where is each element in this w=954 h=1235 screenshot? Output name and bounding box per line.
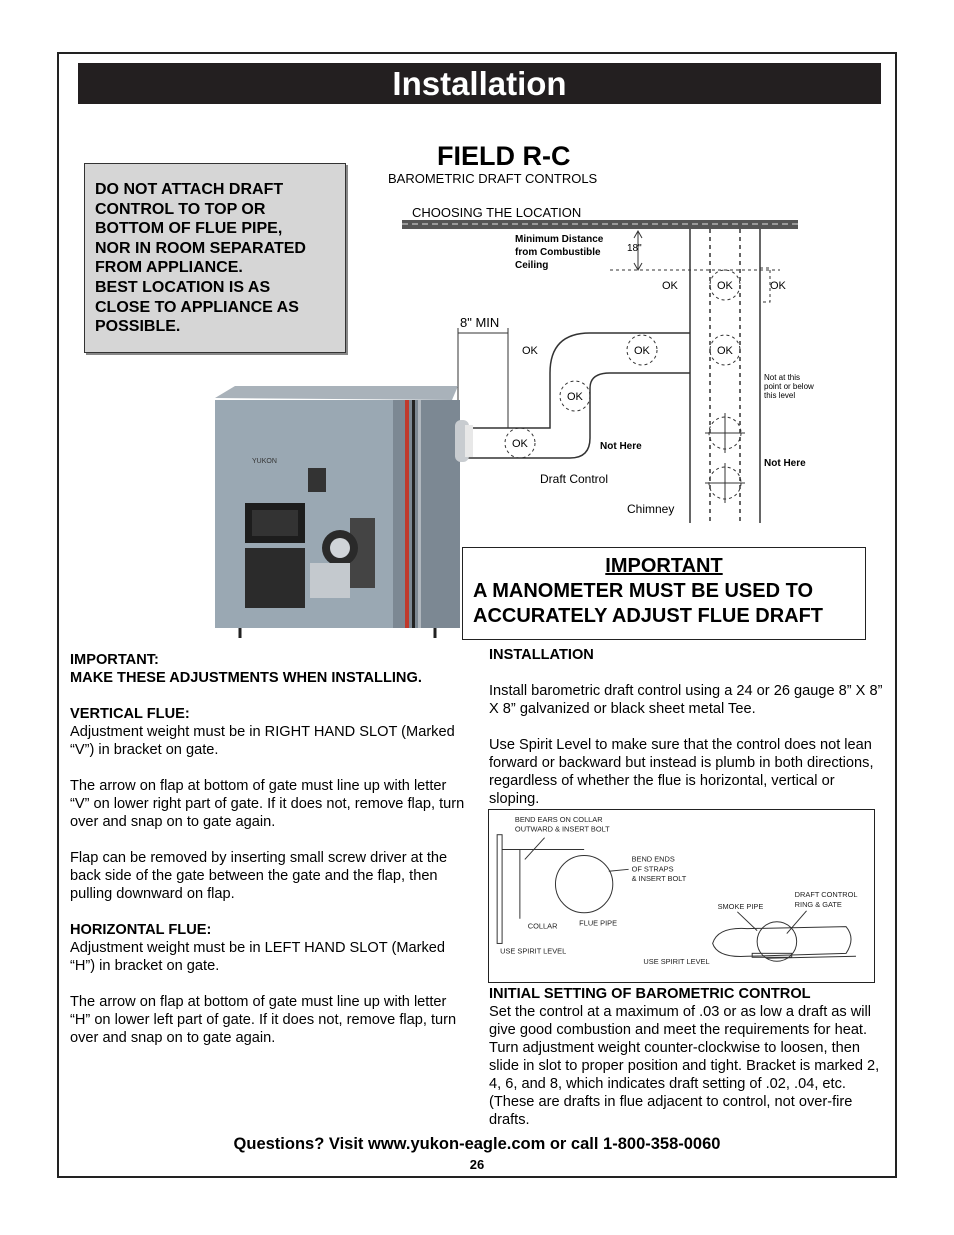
warning-line: BOTTOM OF FLUE PIPE,: [95, 220, 283, 238]
footer-questions: Questions? Visit www.yukon-eagle.com or call 1-800-358-0060: [233, 1135, 721, 1153]
spirit-level-figure: [488, 809, 875, 983]
diagram-section-label: CHOOSING THE LOCATION: [412, 205, 582, 220]
important-line-2: ACCURATELY ADJUST FLUE DRAFT: [473, 605, 824, 627]
initial-setting-text: Set the control at a maximum of .03 or as low a draft as will give good combustion and meet the requirements for heat. Turn adjustment weight counter-clockwise to loosen, then slide in slot to proper position and tight. Bracket is marked 2, 4, 6, and 8, which indicates draft setting of .02, .04, etc. (These are drafts in flue adjacent to control, not over-fire drafts.: [489, 1004, 880, 1128]
warning-line: CONTROL TO TOP OR: [95, 200, 266, 218]
warning-line: POSSIBLE.: [95, 318, 181, 336]
diagram-title: FIELD R-C: [437, 141, 571, 171]
warning-line: CLOSE TO APPLIANCE AS: [95, 298, 299, 316]
horizontal-flue-heading: HORIZONTAL FLUE:: [70, 922, 212, 938]
draft-control-label: Draft Control: [540, 472, 609, 486]
svg-text:Minimum Distance: Minimum Distance: [515, 234, 604, 245]
page-number: 26: [469, 1157, 485, 1172]
smoke-pipe-label: SMOKE PIPE: [717, 901, 764, 911]
important-line-1: A MANOMETER MUST BE USED TO: [473, 580, 814, 602]
horizontal-flue-text-1: Adjustment weight must be in LEFT HAND SLOT (Marked “H”) in bracket on gate.: [70, 940, 445, 974]
not-at-this-point-note: [764, 373, 814, 400]
svg-text:OK: OK: [770, 280, 786, 292]
bend-ends-label-3: & INSERT BOLT: [631, 874, 687, 884]
installation-text-2: Use Spirit Level to make sure that the control does not lean forward or backward but instead is plumb in both directions, regardless of whether the flue is horizontal, vertical or sloping.: [489, 737, 874, 807]
vertical-flue-text-3: Flap can be removed by inserting small screw driver at the back side of the gate between the gate and the flap, then pulling downward on flap.: [70, 850, 448, 902]
adjustments-column: [70, 651, 465, 1065]
adjustments-label: MAKE THESE ADJUSTMENTS WHEN INSTALLING.: [70, 670, 422, 686]
not-here-label-pipe: Not Here: [600, 441, 642, 452]
horizontal-flue-text-2: The arrow on flap at bottom of gate must line up with letter “H” on lower left part of gate. If it does not, remove flap, turn over and snap on to gate again.: [70, 994, 457, 1046]
svg-text:Ceiling: Ceiling: [515, 260, 549, 271]
ok-markers: [505, 268, 787, 458]
bend-ends-label-1: BEND ENDS: [631, 854, 675, 864]
svg-text:OK: OK: [567, 391, 583, 403]
important-heading: IMPORTANT: [605, 555, 723, 577]
svg-text:OK: OK: [512, 438, 528, 450]
initial-setting-heading: INITIAL SETTING OF BAROMETRIC CONTROL: [489, 986, 811, 1002]
vertical-flue-text-2: The arrow on flap at bottom of gate must line up with letter “V” on lower right part of gate. If it does not, remove flap, turn over and snap on to gate again.: [70, 778, 465, 830]
bend-ears-label-1: BEND EARS ON COLLAR: [514, 814, 603, 824]
not-here-markers: [705, 413, 745, 503]
draft-control-ring-label-1: DRAFT CONTROL: [794, 889, 858, 899]
svg-text:OK: OK: [634, 345, 650, 357]
svg-text:this level: this level: [764, 391, 796, 400]
vertical-flue-heading: VERTICAL FLUE:: [70, 706, 190, 722]
page-title: Installation: [78, 63, 881, 104]
important-label: IMPORTANT:: [70, 652, 159, 668]
installation-text-1: Install barometric draft control using a 24 or 26 gauge 8” X 8” X 8” galvanized or black sheet metal Tee.: [489, 683, 883, 717]
eight-inch-min-dimension: [458, 315, 508, 428]
ceiling: [402, 220, 798, 229]
svg-text:from Combustible: from Combustible: [515, 247, 601, 258]
svg-text:point or below: point or below: [764, 382, 814, 391]
svg-text:Not at this: Not at this: [764, 373, 801, 382]
initial-setting-section: [489, 985, 884, 1129]
svg-text:8" MIN: 8" MIN: [460, 315, 500, 330]
spirit-level-label-bottom: USE SPIRIT LEVEL: [643, 957, 710, 967]
installation-heading: INSTALLATION: [489, 647, 594, 663]
warning-line: FROM APPLIANCE.: [95, 259, 243, 277]
draft-control-ring-label-2: RING & GATE: [794, 899, 842, 909]
collar-label: COLLAR: [527, 921, 558, 931]
warning-line: NOR IN ROOM SEPARATED: [95, 239, 306, 257]
svg-text:OK: OK: [662, 280, 678, 292]
draft-control-warning-box: [84, 163, 346, 353]
chimney-label: Chimney: [627, 502, 675, 516]
spirit-level-label-left: USE SPIRIT LEVEL: [500, 946, 567, 956]
furnace-illustration: [215, 386, 473, 638]
flue-pipe-label: FLUE PIPE: [579, 918, 618, 928]
svg-text:YUKON: YUKON: [252, 458, 277, 465]
svg-text:18": 18": [627, 243, 642, 254]
warning-line: BEST LOCATION IS AS: [95, 278, 271, 296]
installation-column: [489, 646, 884, 826]
vertical-flue-text-1: Adjustment weight must be in RIGHT HAND SLOT (Marked “V”) in bracket on gate.: [70, 724, 455, 758]
svg-text:OK: OK: [522, 345, 538, 357]
bend-ends-label-2: OF STRAPS: [631, 864, 674, 874]
manometer-important-box: [462, 547, 866, 640]
diagram-subtitle: BAROMETRIC DRAFT CONTROLS: [388, 171, 598, 186]
svg-text:OK: OK: [717, 345, 733, 357]
not-here-label-chimney: Not Here: [764, 458, 806, 469]
svg-text:OK: OK: [717, 280, 733, 292]
bend-ears-label-2: OUTWARD & INSERT BOLT: [514, 824, 610, 834]
warning-line: DO NOT ATTACH DRAFT: [95, 181, 284, 198]
